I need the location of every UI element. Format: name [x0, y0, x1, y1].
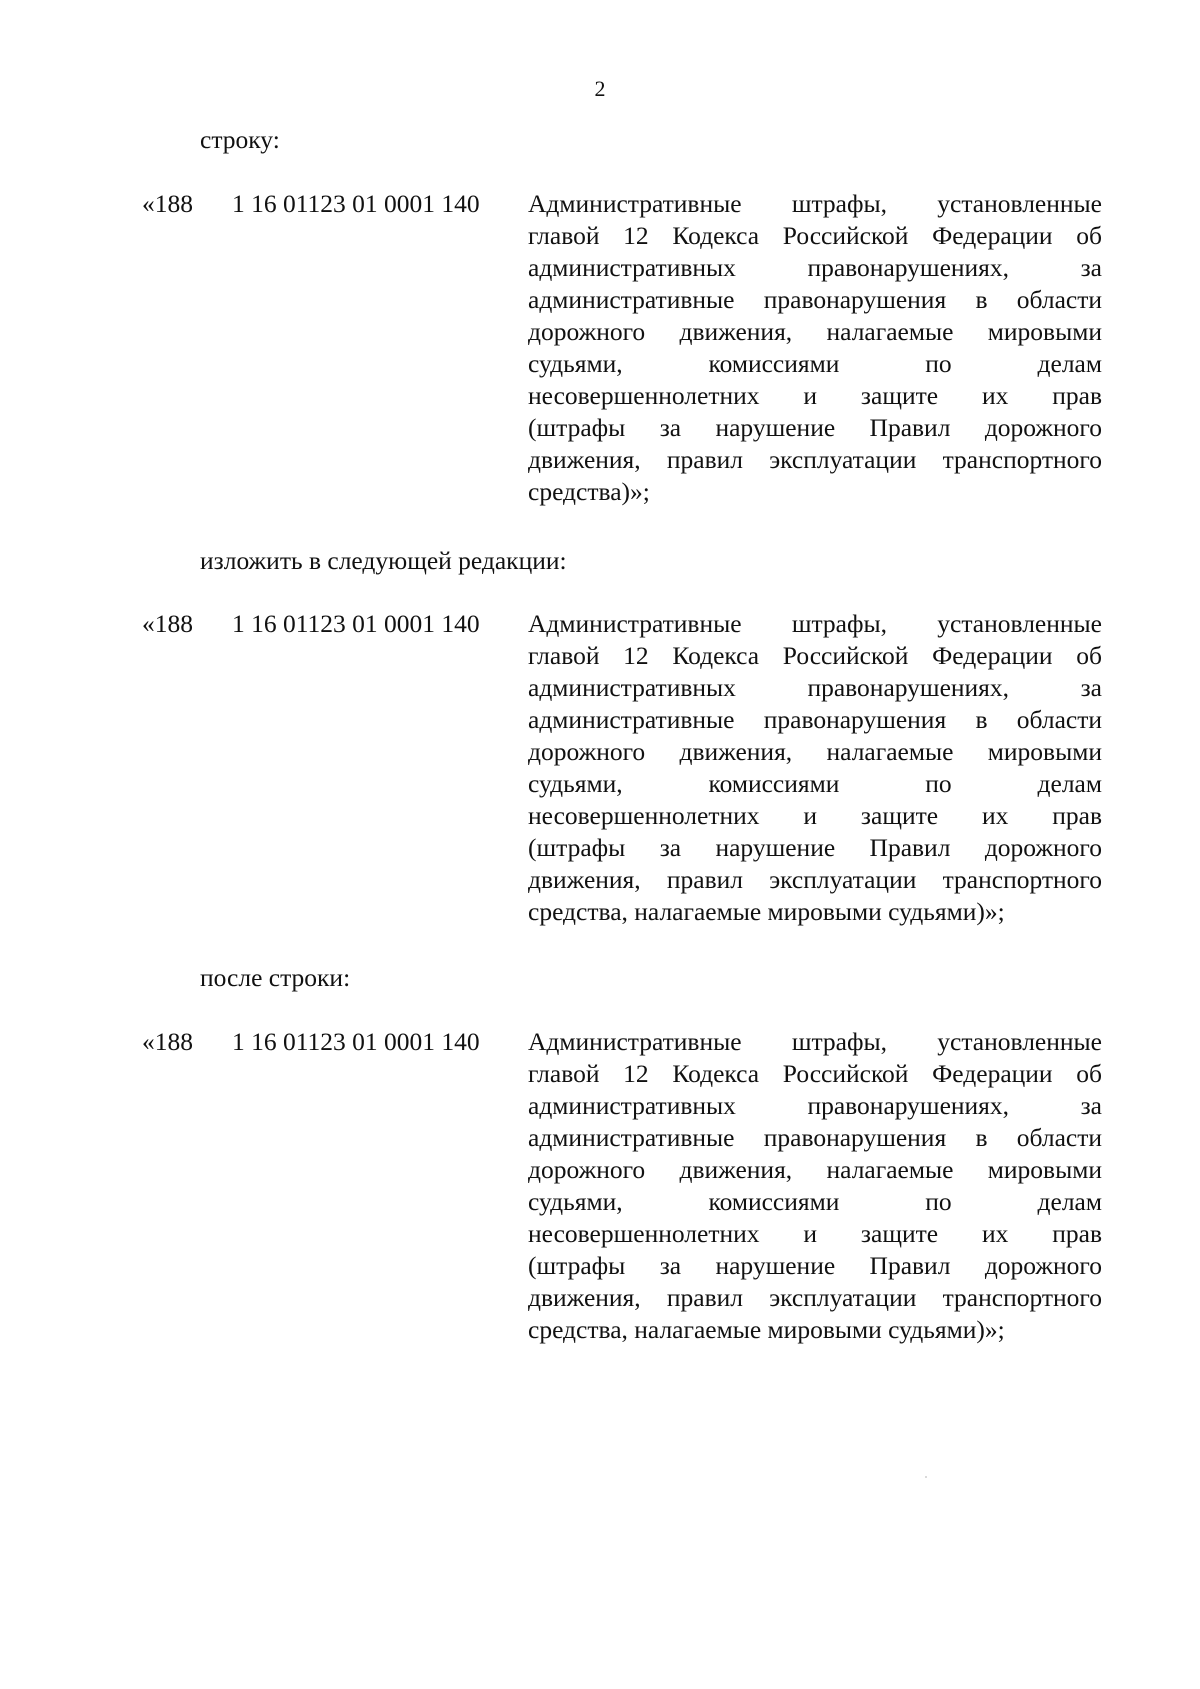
description-line: Административные штрафы, установленные [528, 1027, 1102, 1056]
section-3-kbk-code: 1 16 01123 01 0001 140 [232, 1027, 480, 1056]
description-line: главой 12 Кодекса Российской Федерации об [528, 641, 1102, 670]
description-line: административных правонарушениях, за [528, 673, 1102, 702]
section-1-intro: строку: [200, 125, 280, 154]
section-1-kbk-code: 1 16 01123 01 0001 140 [232, 189, 480, 218]
description-line: главой 12 Кодекса Российской Федерации об [528, 1059, 1102, 1088]
description-line: административные правонарушения в области [528, 1123, 1102, 1152]
description-line: средства)»; [528, 477, 650, 506]
description-line: (штрафы за нарушение Правил дорожного [528, 413, 1102, 442]
description-line: несовершеннолетних и защите их прав [528, 381, 1102, 410]
description-line: средства, налагаемые мировыми судьями)»; [528, 897, 1005, 926]
description-line: судьями, комиссиями по делам [528, 349, 1102, 378]
description-line: несовершеннолетних и защите их прав [528, 1219, 1102, 1248]
description-line: движения, правил эксплуатации транспортного [528, 865, 1102, 894]
description-line: несовершеннолетних и защите их прав [528, 801, 1102, 830]
description-line: дорожного движения, налагаемые мировыми [528, 1155, 1102, 1184]
description-line: средства, налагаемые мировыми судьями)»; [528, 1315, 1005, 1344]
description-line: главой 12 Кодекса Российской Федерации об [528, 221, 1102, 250]
page-number: 2 [594, 76, 606, 101]
description-line: движения, правил эксплуатации транспортного [528, 1283, 1102, 1312]
description-line: (штрафы за нарушение Правил дорожного [528, 833, 1102, 862]
description-line: судьями, комиссиями по делам [528, 1187, 1102, 1216]
section-3-code-prefix: «188 [142, 1027, 193, 1056]
description-line: движения, правил эксплуатации транспортного [528, 445, 1102, 474]
section-3-intro: после строки: [200, 963, 351, 992]
section-2-intro: изложить в следующей редакции: [200, 546, 567, 575]
description-line: дорожного движения, налагаемые мировыми [528, 317, 1102, 346]
description-line: административные правонарушения в области [528, 285, 1102, 314]
description-line: административные правонарушения в области [528, 705, 1102, 734]
section-3-description [528, 1026, 1102, 1346]
scan-speck [925, 1476, 927, 1478]
section-1-description [528, 188, 1102, 508]
description-line: дорожного движения, налагаемые мировыми [528, 737, 1102, 766]
section-2-code-prefix: «188 [142, 609, 193, 638]
section-1-code-prefix: «188 [142, 189, 193, 218]
description-line: Административные штрафы, установленные [528, 189, 1102, 218]
description-line: судьями, комиссиями по делам [528, 769, 1102, 798]
description-line: Административные штрафы, установленные [528, 609, 1102, 638]
description-line: (штрафы за нарушение Правил дорожного [528, 1251, 1102, 1280]
description-line: административных правонарушениях, за [528, 253, 1102, 282]
description-line: административных правонарушениях, за [528, 1091, 1102, 1120]
section-2-kbk-code: 1 16 01123 01 0001 140 [232, 609, 480, 638]
section-2-description [528, 608, 1102, 928]
